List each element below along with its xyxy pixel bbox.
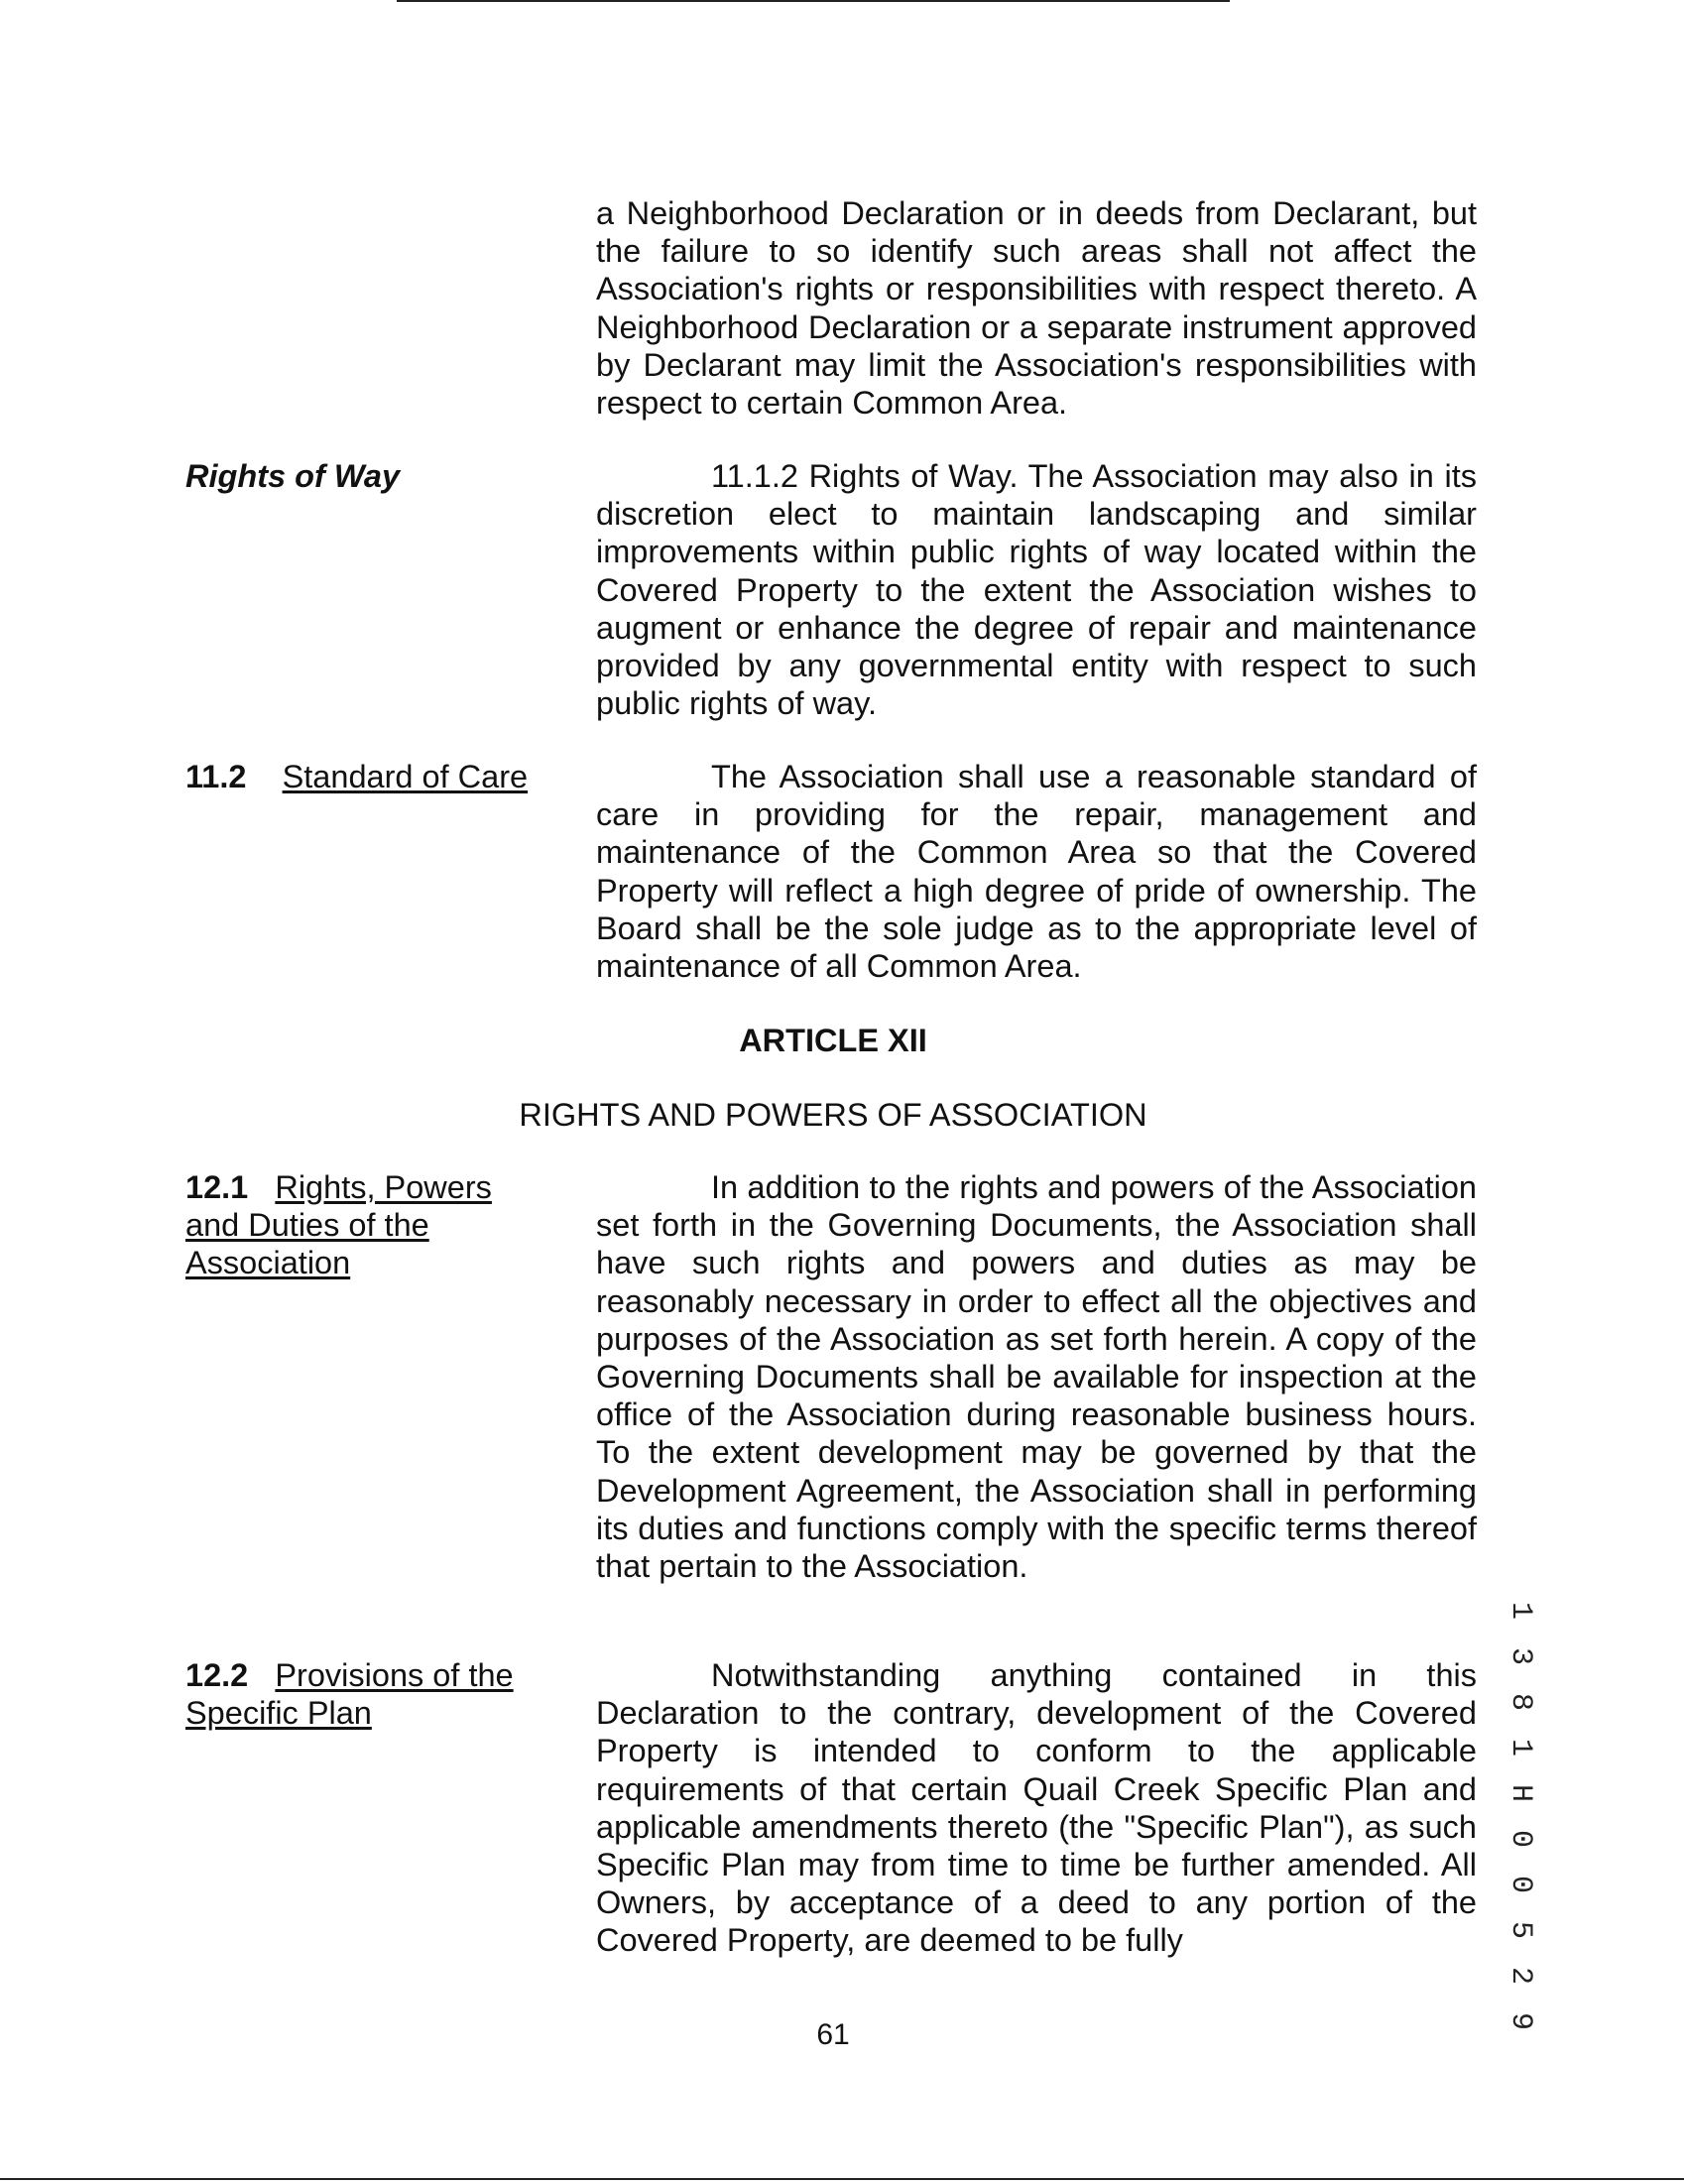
- rights-of-way-label: Rights of Way: [185, 458, 401, 494]
- section-11-2-heading: [185, 758, 542, 795]
- top-rule: [397, 0, 1230, 2]
- section-number: 12.1: [185, 1169, 249, 1205]
- section-number: 12.2: [185, 1657, 249, 1693]
- page-number: 61: [816, 2018, 850, 2051]
- rights-of-way-paragraph: 11.1.2 Rights of Way. The Association may also in its discretion elect to maintain landscaping and similar improvements within public rights of way located within the Covered Property to the extent the Association wishes to augment or enhance the degree of repair and maintenance provided by any governmental entity with respect to such public rights of way.: [596, 458, 1477, 722]
- bottom-rule: [0, 2178, 1684, 2180]
- article-title: RIGHTS AND POWERS OF ASSOCIATION: [519, 1097, 1147, 1133]
- section-title: Provisions of the Specific Plan: [185, 1657, 514, 1732]
- section-12-1-paragraph: In addition to the rights and powers of the Association set forth in the Governing Documents, the Association shall have such rights and powers and duties as may be reasonably necessary in order to effect all the objectives and purposes of the Association as set forth herein. A copy of the Governing Documents shall be available for inspection at the office of the Association during reasonable business hours. To the extent development may be governed by that the Development Agreement, the Association shall in performing its duties and functions comply with the specific terms thereof that pertain to the Association.: [596, 1169, 1477, 1585]
- section-title: Standard of Care: [282, 759, 529, 794]
- section-title: Rights, Powers and Duties of the Association: [185, 1169, 492, 1281]
- section-number: 11.2: [185, 759, 247, 794]
- section-12-2-paragraph: Notwithstanding anything contained in this Declaration to the contrary, development of the Covered Property is intended to conform to the applicable requirements of that certain Quail Creek Specific Plan and applicable amendments thereto (the "Specific Plan"), as such Specific Plan may from time to time be further amended. All Owners, by acceptance of a deed to any portion of the Covered Property, are deemed to be fully: [596, 1657, 1477, 1959]
- continuation-paragraph: a Neighborhood Declaration or in deeds from Declarant, but the failure to so identify such areas shall not affect the Association's rights or responsibilities with respect thereto. A Neighborhood Declaration or a separate instrument approved by Declarant may limit the Association's responsibilities with respect to certain Common Area.: [596, 195, 1477, 422]
- document-stamp: 1 3 8 1 H 0 0 5 2 9: [1504, 1602, 1537, 2036]
- article-heading: ARTICLE XII: [739, 1023, 927, 1058]
- section-12-1-heading: [185, 1168, 533, 1282]
- rights-of-way-heading: [185, 457, 542, 495]
- section-11-2-paragraph: The Association shall use a reasonable standard of care in providing for the repair, management and maintenance of the Common Area so that the Covered Property will reflect a high degree of pride of ownership. The Board shall be the sole judge as to the appropriate level of maintenance of all Common Area.: [596, 759, 1477, 985]
- section-12-2-heading: [185, 1656, 533, 1732]
